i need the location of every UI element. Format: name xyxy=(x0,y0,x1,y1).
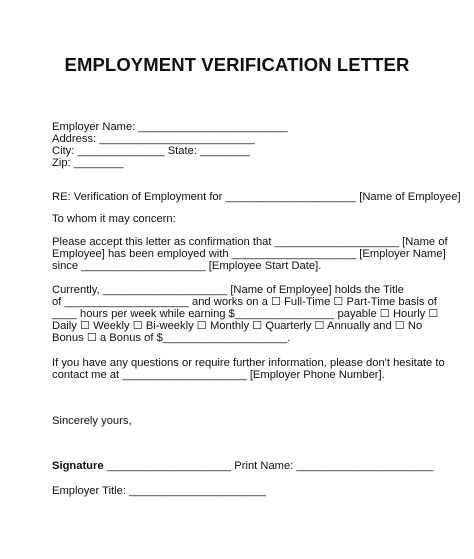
letter-title: EMPLOYMENT VERIFICATION LETTER xyxy=(64,54,410,75)
paragraph2-line: ____ hours per week while earning $________________ payable ☐ Hourly ☐ xyxy=(52,308,439,320)
paragraph2-line: Bonus ☐ a Bonus of $____________________. xyxy=(52,332,291,344)
paragraph2-line: of ____________________ and works on a ☐ Full-Time ☐ Part-Time basis of xyxy=(52,296,437,308)
signature-line xyxy=(52,460,433,473)
city-state-line: City: ______________ State: ________ xyxy=(52,145,250,157)
employer-title-line: Employer Title: ______________________ xyxy=(52,485,266,497)
employer-name-line: Employer Name: ________________________ xyxy=(52,121,288,133)
paragraph3-line: contact me at ____________________ [Employer Phone Number]. xyxy=(52,369,385,381)
paragraph2-line: Currently, ____________________ [Name of Employee] holds the Title xyxy=(52,284,404,296)
re-line: RE: Verification of Employment for _____________________ [Name of Employee] xyxy=(52,191,461,203)
paragraph2-line: Daily ☐ Weekly ☐ Bi-weekly ☐ Monthly ☐ Quarterly ☐ Annually and ☐ No xyxy=(52,320,423,332)
paragraph1-line: since ____________________ [Employee Start Date]. xyxy=(52,260,322,272)
signature-print-name-fields: ____________________ Print Name: ______________________ xyxy=(103,460,434,472)
zip-line: Zip: ________ xyxy=(52,157,124,169)
signature-label: Signature xyxy=(52,460,104,472)
paragraph3-line: If you have any questions or require further information, please don't hesitate to xyxy=(52,357,445,369)
greeting: To whom it may concern: xyxy=(52,213,176,225)
address-line: Address: _________________________ xyxy=(52,133,255,145)
closing: Sincerely yours, xyxy=(52,415,132,427)
paragraph1-line: Employee] has been employed with ____________________ [Employer Name] xyxy=(52,248,446,260)
paragraph1-line: Please accept this letter as confirmation that ____________________ [Name of xyxy=(52,236,448,248)
